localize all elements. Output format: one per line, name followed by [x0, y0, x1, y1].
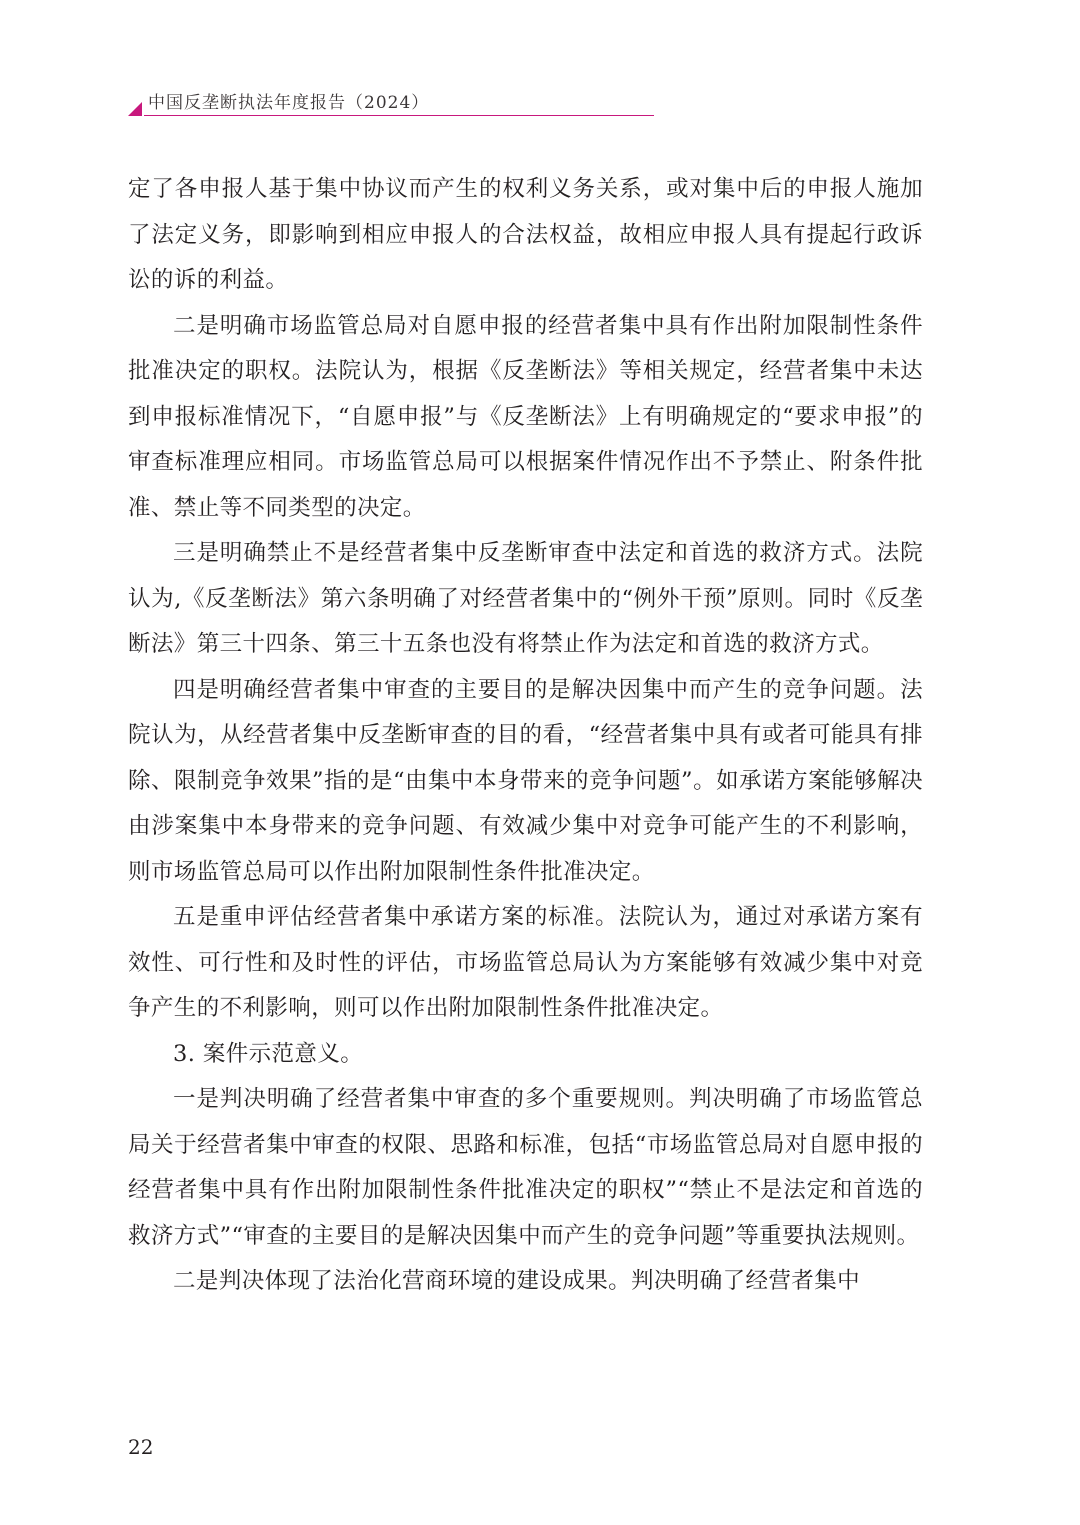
paragraph-point-three: 三是明确禁止不是经营者集中反垄断审查中法定和首选的救济方式。法院认为,《反垄断法》第六条明确了对经营者集中的“例外干预”原则。同时《反垄断法》第三十四条、第三十五条也没有将禁止作为法定和首选的救济方式。 — [128, 540, 923, 657]
body-text — [128, 167, 923, 1305]
paragraph-point-four: 四是明确经营者集中审查的主要目的是解决因集中而产生的竞争问题。法院认为，从经营者集中反垄断审查的目的看，“经营者集中具有或者可能具有排除、限制竞争效果”指的是“由集中本身带来的竞争问题”。如承诺方案能够解决由涉案集中本身带来的竞争问题、有效减少集中对竞争可能产生的不利影响，则市场监管总局可以作出附加限制性条件批准决定。 — [128, 676, 923, 885]
page-number: 22 — [128, 1435, 154, 1459]
paragraph-continuation: 定了各申报人基于集中协议而产生的权利义务关系，或对集中后的申报人施加了法定义务，即影响到相应申报人的合法权益，故相应申报人具有提起行政诉讼的诉的利益。 — [128, 176, 923, 293]
paragraph-significance-one: 一是判决明确了经营者集中审查的多个重要规则。判决明确了市场监管总局关于经营者集中审查的权限、思路和标准，包括“市场监管总局对自愿申报的经营者集中具有作出附加限制性条件批准决定的职权”“禁止不是法定和首选的救济方式”“审查的主要目的是解决因集中而产生的竞争问题”等重要执法规则。 — [128, 1086, 923, 1249]
section-heading: 3. 案件示范意义。 — [173, 1040, 364, 1067]
header-rule — [144, 115, 654, 116]
paragraph-point-two: 二是明确市场监管总局对自愿申报的经营者集中具有作出附加限制性条件批准决定的职权。法院认为，根据《反垄断法》等相关规定，经营者集中未达到申报标准情况下，“自愿申报”与《反垄断法》上有明确规定的“要求申报”的审查标准理应相同。市场监管总局可以根据案件情况作出不予禁止、附条件批准、禁止等不同类型的决定。 — [128, 312, 923, 521]
paragraph-significance-two: 二是判决体现了法治化营商环境的建设成果。判决明确了经营者集中 — [173, 1268, 861, 1294]
header-title: 中国反垄断执法年度报告（2024） — [148, 93, 430, 113]
paragraph-point-five: 五是重申评估经营者集中承诺方案的标准。法院认为，通过对承诺方案有效性、可行性和及时性的评估，市场监管总局认为方案能够有效减少集中对竞争产生的不利影响，则可以作出附加限制性条件批准决定。 — [128, 904, 923, 1021]
running-header — [110, 88, 655, 118]
header-triangle-icon — [128, 102, 142, 116]
